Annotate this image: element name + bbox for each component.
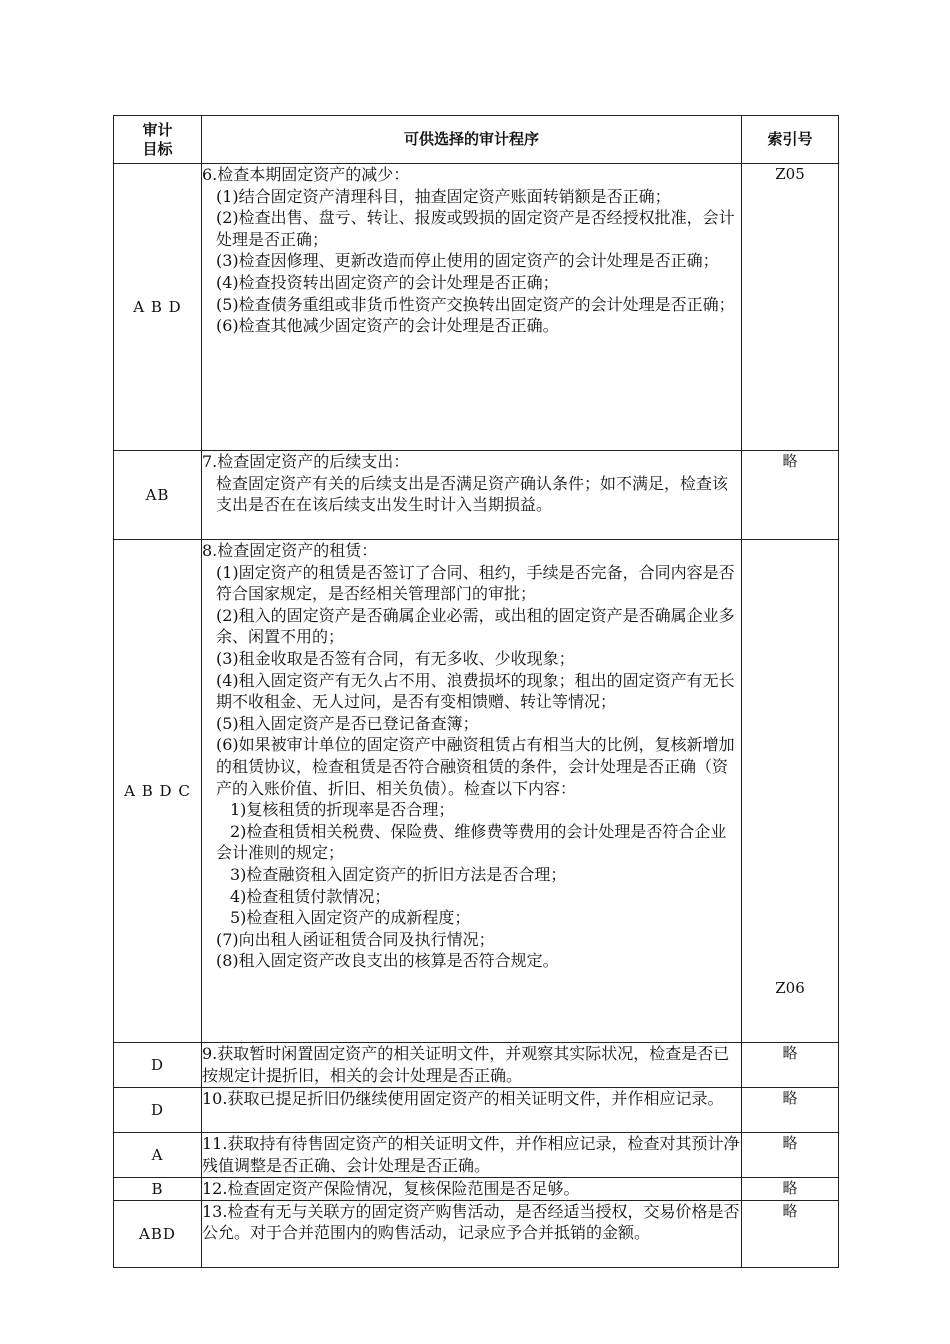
procedure-subitem: 4)检查租赁付款情况； <box>230 886 391 906</box>
procedure-subitem: 3)检查融资租入固定资产的折旧方法是否合理； <box>230 864 567 884</box>
procedure-item: (5)检查债务重组或非货币性资产交换转出固定资产的会计处理是否正确； <box>216 294 735 314</box>
procedure-cell <box>202 164 742 451</box>
table-row <box>114 1178 839 1201</box>
procedure-item: (5)租入固定资产是否已登记备查簿； <box>216 713 479 733</box>
objective-cell: B <box>114 1178 202 1201</box>
objective-cell: A <box>114 1133 202 1178</box>
objective-cell: A B D <box>114 164 202 451</box>
procedure-cell <box>202 451 742 540</box>
procedure-cell <box>202 1043 742 1088</box>
objective-cell: D <box>114 1043 202 1088</box>
procedure-title: 10.获取已提足折旧仍继续使用固定资产的相关证明文件，并作相应记录。 <box>202 1089 724 1108</box>
procedure-item: (2)租入的固定资产是否确属企业必需，或出租的固定资产是否确属企业多余、闲置不用的； <box>216 605 735 647</box>
objective-cell: ABD <box>114 1200 202 1267</box>
header-procedure: 可供选择的审计程序 <box>202 116 742 164</box>
index-cell <box>742 540 839 1043</box>
procedure-item: (1)结合固定资产清理科目，抽查固定资产账面转销额是否正确； <box>216 186 671 206</box>
procedure-title: 11.获取持有待售固定资产的相关证明文件，并作相应记录，检查对其预计净残值调整是否正确、会计处理是否正确。 <box>202 1134 740 1175</box>
procedure-item: 检查固定资产有关的后续支出是否满足资产确认条件；如不满足，检查该支出是否在在该后续支出发生时计入当期损益。 <box>216 473 729 515</box>
header-index: 索引号 <box>742 116 839 164</box>
procedure-subitem: 2)检查租赁相关税费、保险费、维修费等费用的会计处理是否符合企业会计准则的规定； <box>216 821 727 863</box>
header-objective: 审计目标 <box>114 116 202 164</box>
procedure-cell <box>202 1133 742 1178</box>
table-row <box>114 1088 839 1133</box>
procedure-cell <box>202 540 742 1043</box>
index-cell: 略 <box>742 1043 839 1088</box>
procedure-cell <box>202 1178 742 1201</box>
procedure-title: 7.检查固定资产的后续支出： <box>202 452 410 471</box>
procedure-item: (8)租入固定资产改良支出的核算是否符合规定。 <box>216 951 559 971</box>
procedure-item: (3)检查因修理、更新改造而停止使用的固定资产的会计处理是否正确； <box>216 251 719 271</box>
procedure-cell <box>202 1088 742 1133</box>
procedure-item: (4)检查投资转出固定资产的会计处理是否正确； <box>216 272 559 292</box>
table-row <box>114 1133 839 1178</box>
procedure-item: (3)租金收取是否签有合同，有无多收、少收现象； <box>216 648 575 668</box>
procedure-item: (2)检查出售、盘亏、转让、报废或毁损的固定资产是否经授权批准，会计处理是否正确； <box>216 208 735 249</box>
index-cell: 略 <box>742 1178 839 1201</box>
table-row <box>114 1200 839 1267</box>
procedure-item: (7)向出租人函证租赁合同及执行情况； <box>216 929 495 949</box>
objective-cell: D <box>114 1088 202 1133</box>
procedure-item: (4)租入固定资产有无久占不用、浪费损坏的现象；租出的固定资产有无长期不收租金、无人过问，是否有变相馈赠、转让等情况； <box>216 670 735 712</box>
procedure-cell <box>202 1200 742 1267</box>
procedure-title: 8.检查固定资产的租赁： <box>202 541 378 560</box>
table-row <box>114 451 839 540</box>
objective-cell: AB <box>114 451 202 540</box>
procedure-item: (6)检查其他减少固定资产的会计处理是否正确。 <box>216 316 559 336</box>
audit-procedure-table <box>113 115 839 1268</box>
index-cell: 略 <box>742 1133 839 1178</box>
procedure-item: (6)如果被审计单位的固定资产中融资租赁占有相当大的比例，复核新增加的租赁协议，检查租赁是否符合融资租赁的条件，会计处理是否正确（资产的入账价值、折旧、相关负债）。检查以下内容： <box>216 735 735 798</box>
procedure-subitem: 5)检查租入固定资产的成新程度； <box>230 908 471 928</box>
index-value: Z06 <box>775 979 805 998</box>
index-cell: 略 <box>742 1200 839 1267</box>
table-row <box>114 164 839 451</box>
table-header-row <box>114 116 839 164</box>
table-row <box>114 1043 839 1088</box>
procedure-title: 9.获取暂时闲置固定资产的相关证明文件，并观察其实际状况，检查是否已按规定计提折旧，相关的会计处理是否正确。 <box>202 1044 730 1085</box>
procedure-subitem: 1)复核租赁的折现率是否合理； <box>230 800 455 820</box>
procedure-item: (1)固定资产的租赁是否签订了合同、租约，手续是否完备，合同内容是否符合国家规定，是否经相关管理部门的审批； <box>216 562 735 604</box>
procedure-title: 6.检查本期固定资产的减少： <box>202 165 410 184</box>
objective-cell: A B D C <box>114 540 202 1043</box>
table-row <box>114 540 839 1043</box>
index-cell: 略 <box>742 1088 839 1133</box>
procedure-title: 12.检查固定资产保险情况，复核保险范围是否足够。 <box>202 1179 580 1198</box>
index-cell: Z05 <box>742 164 839 451</box>
index-cell: 略 <box>742 451 839 540</box>
procedure-title: 13.检查有无与关联方的固定资产购售活动，是否经适当授权，交易价格是否公允。对于合并范围内的购售活动，记录应予合并抵销的金额。 <box>202 1201 740 1243</box>
